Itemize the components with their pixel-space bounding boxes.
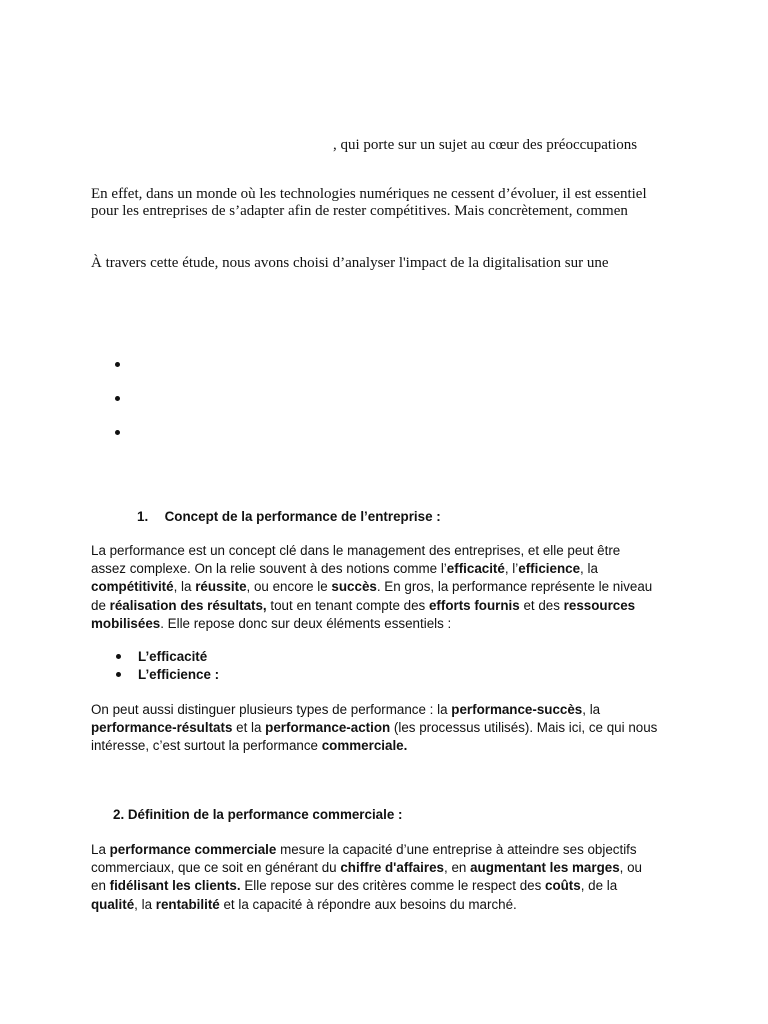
term-efforts: efforts fournis	[428, 597, 520, 613]
text-line: qualité, la rentabilité et la capacité à répondre aux besoins du marché.	[91, 896, 517, 912]
term-performance-resultats: performance-résultats	[91, 720, 233, 736]
empty-bullet	[115, 396, 120, 401]
text-line: La performance est un concept clé dans le management des entreprises, et elle peut être	[91, 543, 621, 558]
text-line: en fidélisant les clients. Elle repose sur des critères comme le respect des coûts, de la	[91, 878, 618, 894]
term-chiffre-affaires: chiffre d'affaires	[340, 860, 445, 876]
term-rentabilite: rentabilité	[155, 896, 220, 912]
term-performance-commerciale: performance commerciale	[109, 842, 277, 857]
text-line: commerciaux, que ce soit en générant du chiffre d'affaires, en augmentant les marges, ou	[91, 860, 643, 876]
term-succes: succès	[331, 579, 377, 595]
term-realisation: réalisation des résultats,	[109, 597, 267, 613]
term-augmentant-marges: augmentant les marges	[470, 860, 620, 876]
intro-line-1: , qui porte sur un sujet au cœur des préoccupations	[333, 137, 638, 153]
term-reussite: réussite	[195, 579, 247, 595]
text-line: intéresse, c’est surtout la performance commerciale.	[91, 738, 408, 754]
section-1-number: 1.	[137, 509, 149, 524]
intro-paragraph-2-line-1: En effet, dans un monde où les technologies numériques ne cessent d’évoluer, il est essentiel	[91, 186, 647, 202]
term-commerciale: commerciale.	[321, 738, 408, 754]
text-line: mobilisées. Elle repose donc sur deux éléments essentiels :	[91, 615, 452, 631]
term-ressources: ressources	[563, 597, 636, 613]
intro-paragraph-2	[91, 186, 647, 220]
section-1-title: Concept de la performance de l’entreprise :	[164, 509, 441, 524]
section-2-heading: 2. Définition de la performance commerciale :	[113, 807, 403, 822]
section-1-heading	[137, 508, 441, 526]
section-1-paragraph-2	[91, 701, 691, 756]
term-efficience: efficience	[518, 561, 581, 577]
term-mobilisees: mobilisées	[91, 615, 161, 631]
empty-bullet	[115, 362, 120, 367]
section-1-paragraph-1	[91, 542, 691, 633]
text-line: On peut aussi distinguer plusieurs types de performance : la performance-succès, la	[91, 702, 601, 717]
term-competitivite: compétitivité	[91, 579, 174, 595]
term-performance-action: performance-action	[265, 720, 391, 736]
bullet-icon	[116, 672, 121, 677]
term-efficacite: efficacité	[446, 561, 505, 577]
term-fidelisant-clients: fidélisant les clients.	[109, 878, 241, 894]
text-line: de réalisation des résultats, tout en tenant compte des efforts fournis et des ressources	[91, 597, 636, 613]
intro-line-3: À travers cette étude, nous avons choisi d’analyser l'impact de la digitalisation sur une	[91, 255, 609, 271]
section-2-paragraph	[91, 841, 691, 914]
text-line: assez complexe. On la relie souvent à des notions comme l’efficacité, l’efficience, la	[91, 561, 598, 577]
empty-bullet	[115, 430, 120, 435]
term-performance-succes: performance-succès	[451, 702, 583, 717]
term-qualite: qualité	[91, 896, 135, 912]
intro-paragraph-2-line-2: pour les entreprises de s’adapter afin de rester compétitives. Mais concrètement, commen	[91, 203, 628, 219]
term-couts: coûts	[545, 878, 581, 894]
list-item: L’efficience :	[116, 666, 219, 684]
text-line: performance-résultats et la performance-action (les processus utilisés). Mais ici, ce qui nous	[91, 720, 658, 736]
text-line: compétitivité, la réussite, ou encore le succès. En gros, la performance représente le niveau	[91, 579, 653, 595]
bullet-icon	[116, 654, 121, 659]
list-item: L’efficacité	[116, 648, 207, 666]
text-line: La performance commerciale mesure la capacité d’une entreprise à atteindre ses objectifs	[91, 842, 637, 857]
